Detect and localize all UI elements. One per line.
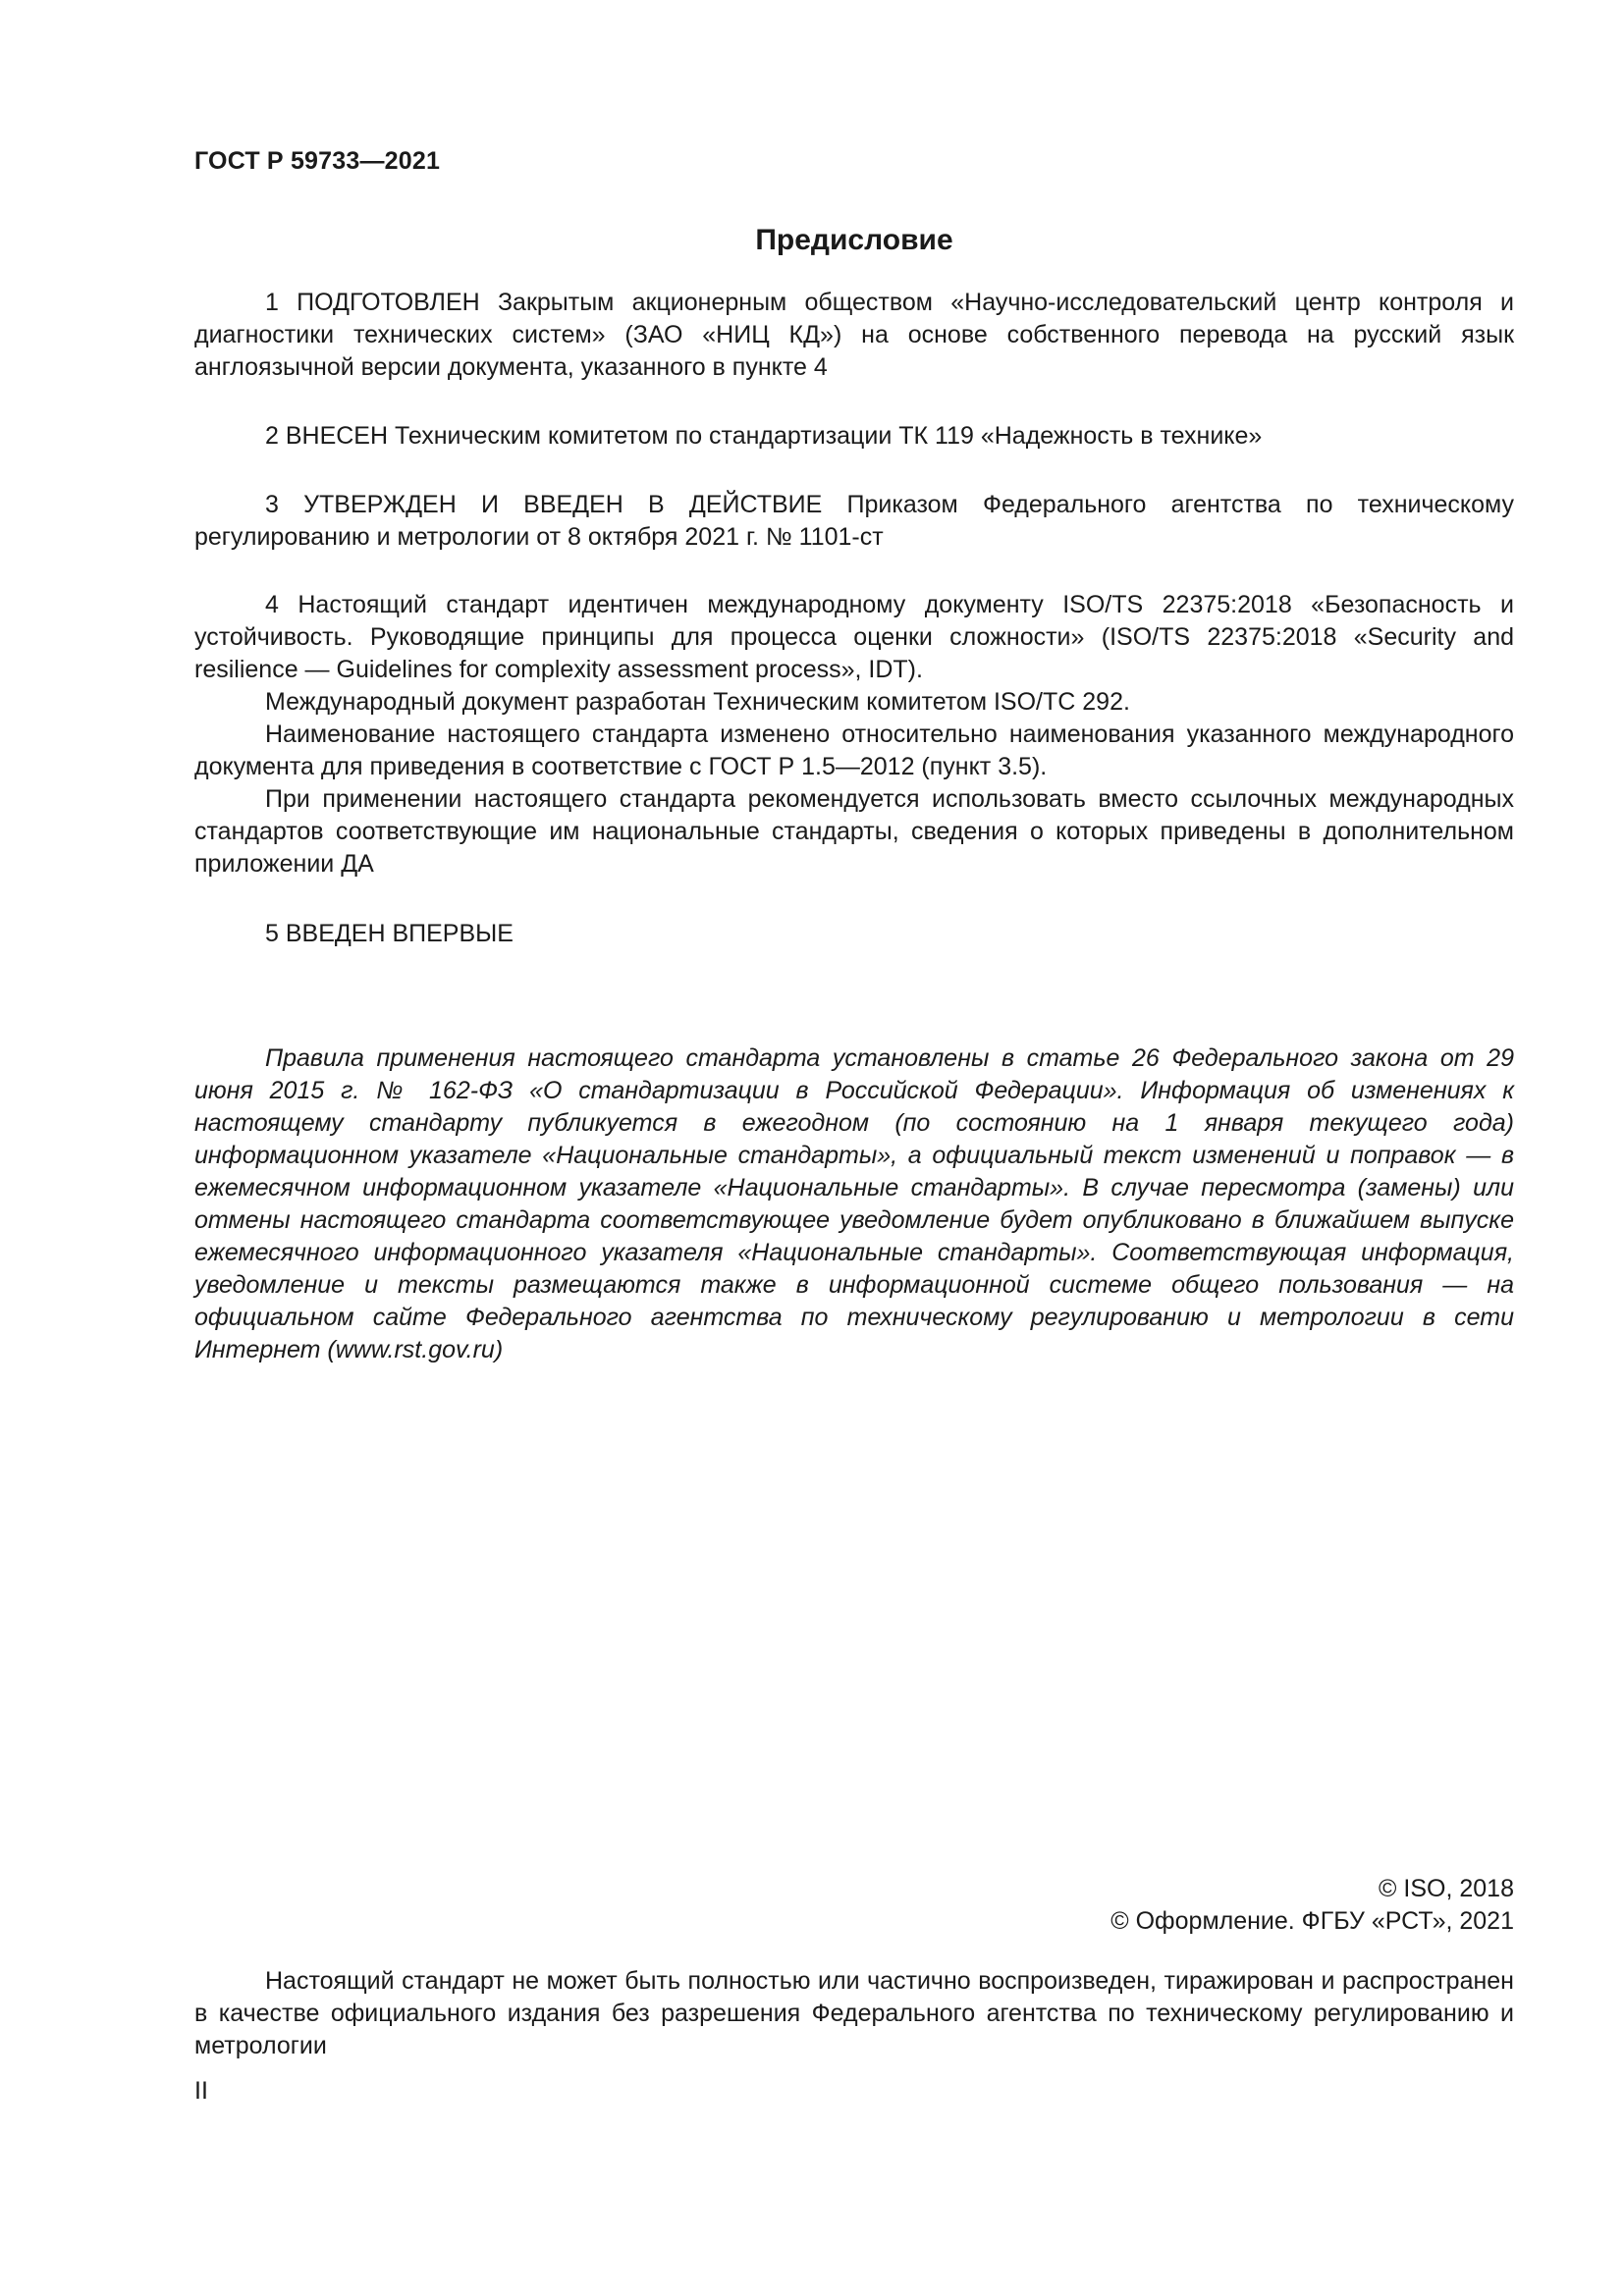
foreword-item-3-text: 3 УТВЕРЖДЕН И ВВЕДЕН В ДЕЙСТВИЕ Приказом Федерального агентства по техническому регулированию и метрологии от 8 октября 2021 г. № 1101-ст: [194, 491, 1514, 551]
foreword-item-5: [194, 918, 1514, 950]
application-rules-text: Правила применения настоящего стандарта установлены в статье 26 Федерального закона от 29 июня 2015 г. № 162-ФЗ «О стандартизации в Российской Федерации». Информация об изменениях к настоящему стандарту публикуется в ежегодном (по состоянию на 1 января текущего года) информационном указателе «Национальные стандарты», а официальный текст изменений и поправок — в ежемесячном информационном указателе «Национальные стандарты». В случае пересмотра (замены) или отмены настоящего стандарта соответствующее уведомление будет опубликовано в ближайшем выпуске ежемесячного информационного указателя «Национальные стандарты». Соответствующая информация, уведомление и тексты размещаются также в информационной системе общего пользования — на официальном сайте Федерального агентства по техническому регулированию и метрологии в сети Интернет (www.rst.gov.ru): [194, 1044, 1514, 1363]
copyright-iso: © ISO, 2018: [1379, 1875, 1514, 1902]
foreword-item-4-references: При применении настоящего стандарта рекомендуется использовать вместо ссылочных международных стандартов соответствующие им национальные стандарты, сведения о которых приведены в дополнительном приложении ДА: [194, 785, 1514, 878]
foreword-item-5-text: 5 ВВЕДЕН ВПЕРВЫЕ: [265, 920, 514, 947]
foreword-item-4-text: 4 Настоящий стандарт идентичен международному документу ISO/TS 22375:2018 «Безопасность и устойчивость. Руководящие принципы для процесса оценки сложности» (ISO/TS 22375:2018 «Security and resilience — Guidelines for complexity assessment process», IDT).: [194, 591, 1514, 683]
reproduction-notice: [194, 1965, 1514, 2062]
copyright-block: [194, 1873, 1514, 1938]
foreword-item-4: [194, 589, 1514, 881]
foreword-item-4-committee: Международный документ разработан Техническим комитетом ISO/TC 292.: [265, 688, 1130, 716]
page-title: Предисловие: [755, 224, 953, 256]
document-code: ГОСТ Р 59733—2021: [194, 147, 441, 175]
application-rules: [194, 1042, 1514, 1366]
foreword-item-4-name-change: Наименование настоящего стандарта изменено относительно наименования указанного международного документа для приведения в соответствие с ГОСТ Р 1.5—2012 (пункт 3.5).: [194, 721, 1514, 780]
copyright-design: © Оформление. ФГБУ «РСТ», 2021: [1110, 1907, 1514, 1935]
foreword-item-1: [194, 287, 1514, 384]
foreword-item-1-text: 1 ПОДГОТОВЛЕН Закрытым акционерным обществом «Научно-исследовательский центр контроля и диагностики технических систем» (ЗАО «НИЦ КД») на основе собственного перевода на русский язык англоязычной версии документа, указанного в пункте 4: [194, 289, 1514, 381]
foreword-item-2-text: 2 ВНЕСЕН Техническим комитетом по стандартизации ТК 119 «Надежность в технике»: [265, 422, 1263, 450]
reproduction-notice-text: Настоящий стандарт не может быть полностью или частично воспроизведен, тиражирован и распространен в качестве официального издания без разрешения Федерального агентства по техническому регулированию и метрологии: [194, 1967, 1514, 2059]
page-number: II: [194, 2077, 208, 2105]
foreword-item-2: [194, 420, 1514, 453]
foreword-item-3: [194, 489, 1514, 554]
